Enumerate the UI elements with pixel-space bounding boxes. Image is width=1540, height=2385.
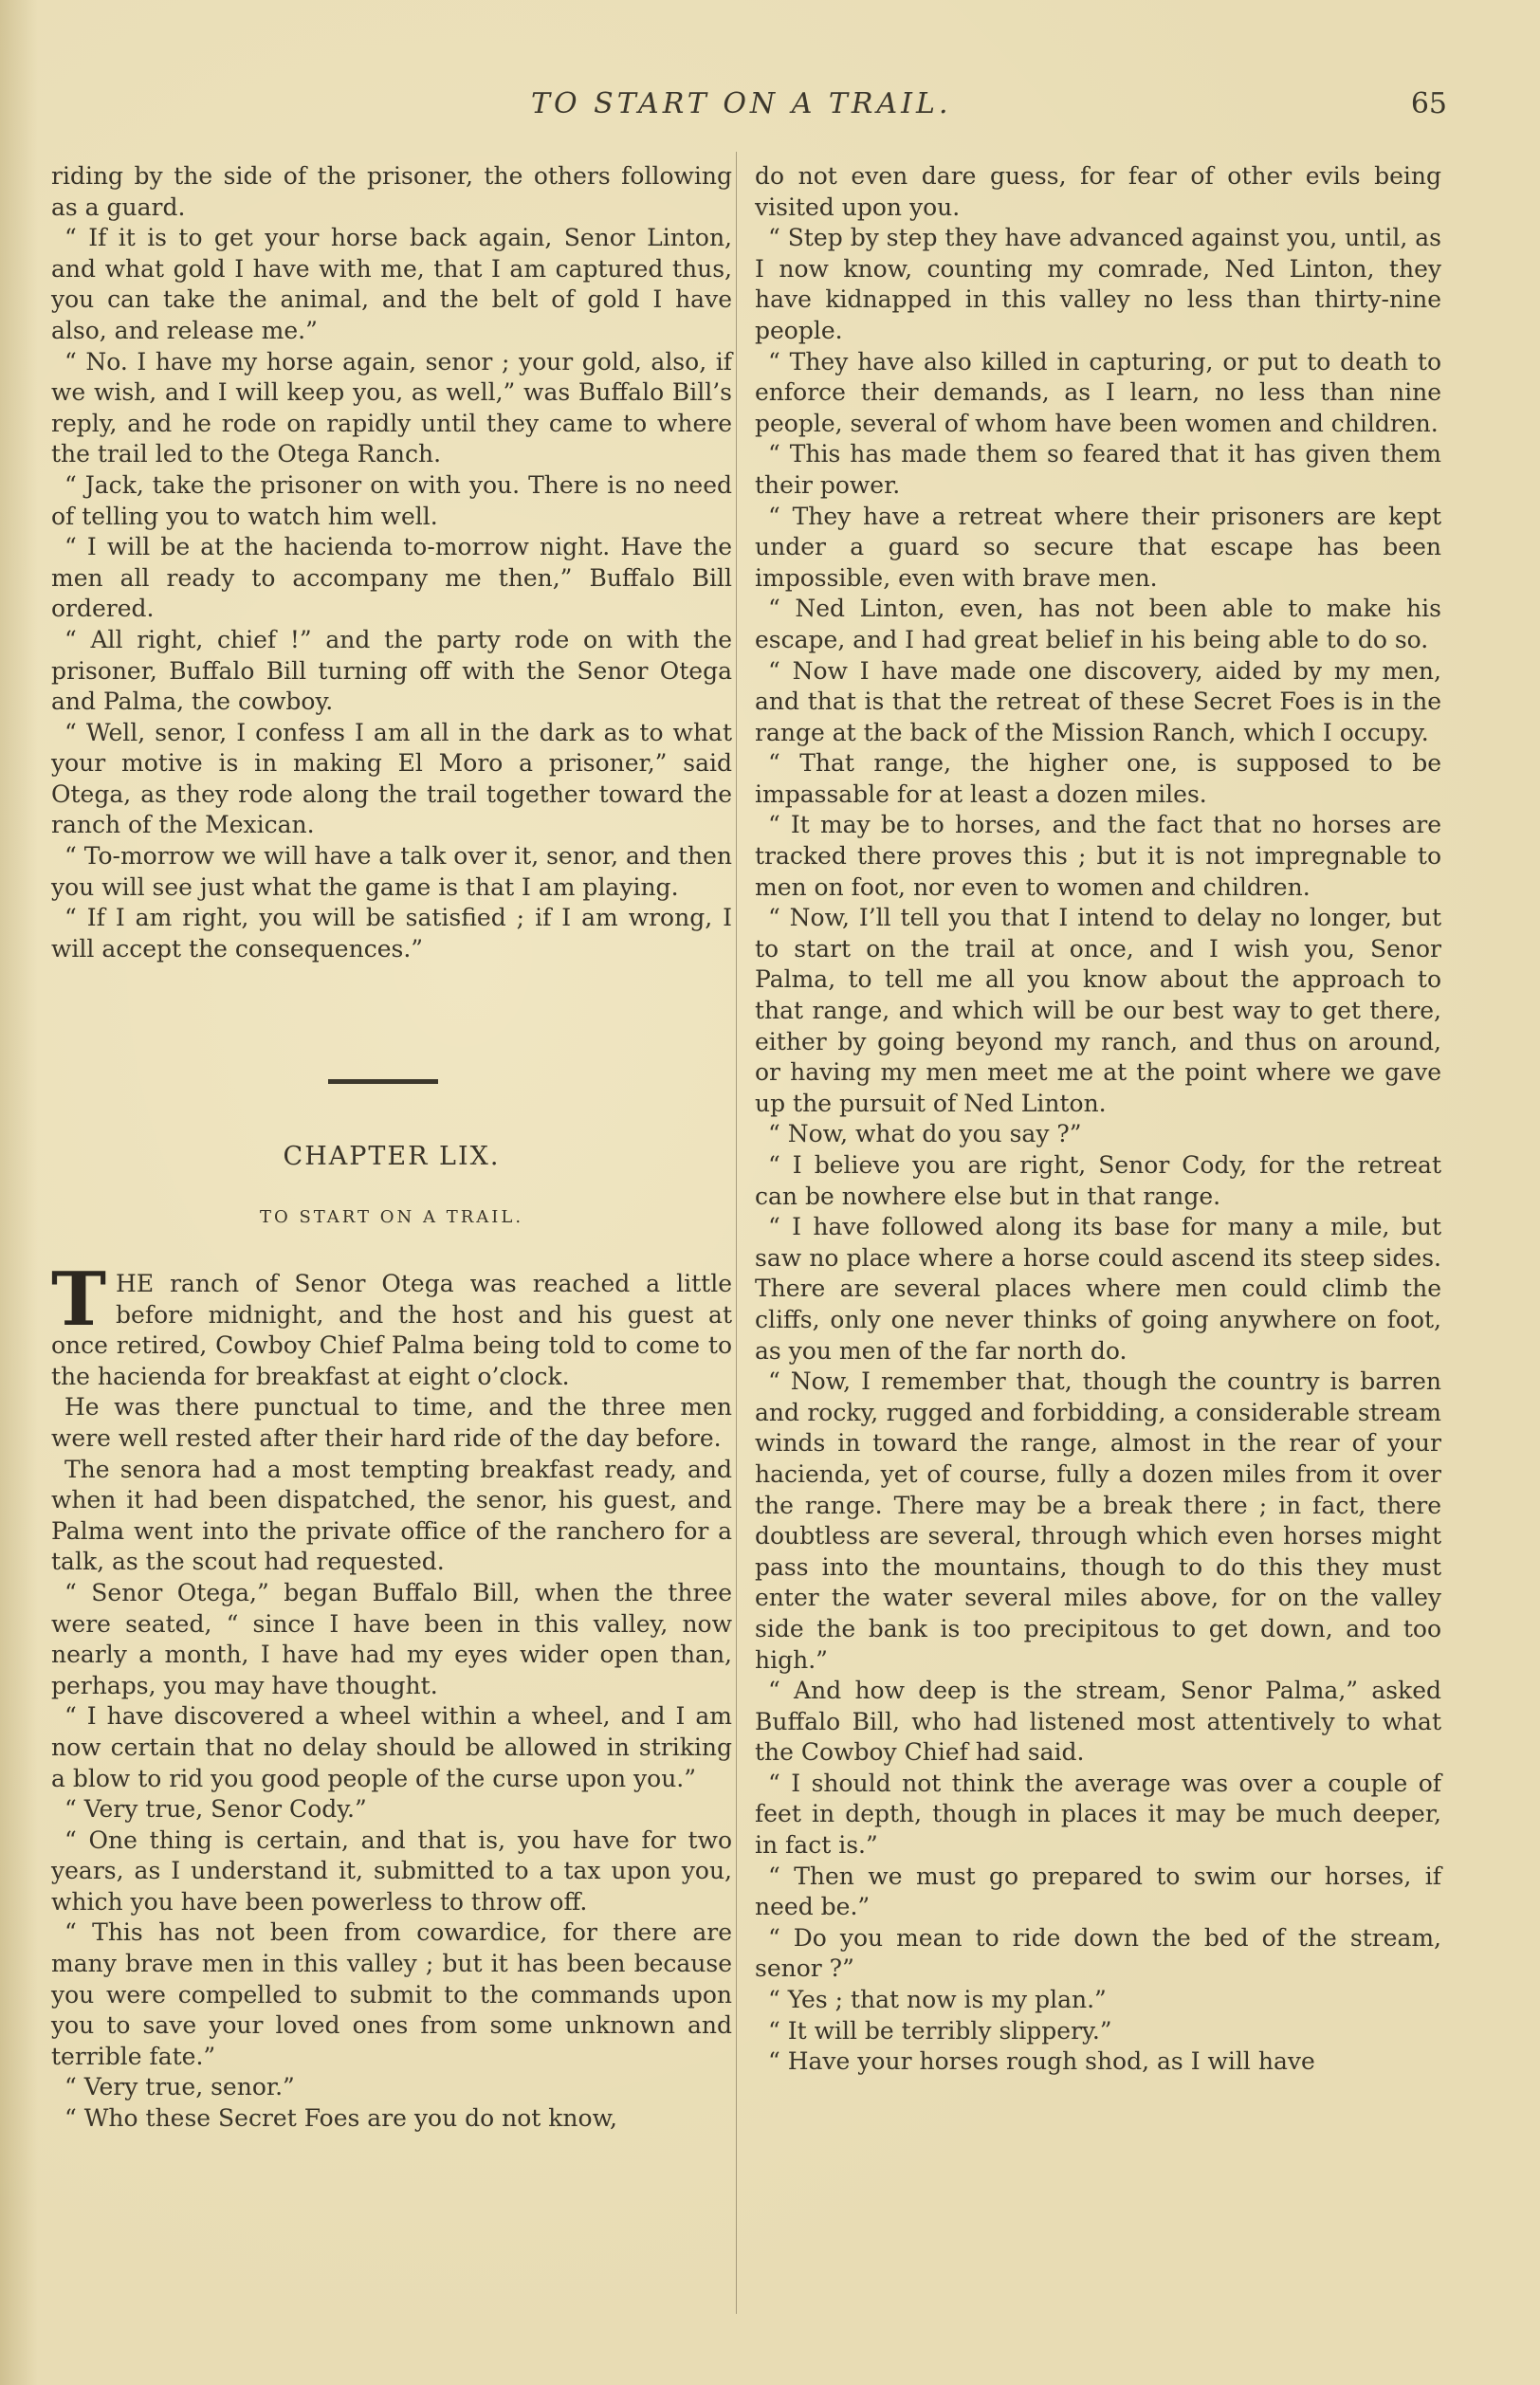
paragraph: “ They have a retreat where their prisoners are kept under a guard so secure that escape has been impossible, even with brave men. xyxy=(755,502,1441,592)
paragraph: “ One thing is certain, and that is, you have for two years, as I understand it, submitted to a tax upon you, which you have been powerless to throw off. xyxy=(51,1825,732,1916)
chapter-title: CHAPTER LIX. xyxy=(283,1142,501,1171)
paragraph: “ All right, chief !” and the party rode on with the prisoner, Buffalo Bill turning off with the Senor Otega and Palma, the cowboy. xyxy=(51,625,732,716)
paragraph: “ Now I have made one discovery, aided by my men, and that is that the retreat of these Secret Foes is in the range at the back of the Mission Ranch, which I occupy. xyxy=(755,656,1441,746)
paragraph: “ Do you mean to ride down the bed of the stream, senor ?” xyxy=(755,1923,1441,1983)
left-column-bottom xyxy=(51,1257,732,2135)
paragraph: “ Very true, senor.” xyxy=(64,2073,295,2101)
paragraph: “ Well, senor, I confess I am all in the dark as to what your motive is in making El Moro a prisoner,” said Otega, as they rode along the trail together toward the ranch of the Mexican. xyxy=(51,718,732,839)
column-divider xyxy=(736,152,737,2314)
paragraph: “ It may be to horses, and the fact that no horses are tracked there proves this ; but it is not impregnable to men on foot, nor even to women and children. xyxy=(755,811,1441,901)
running-head: TO START ON A TRAIL. xyxy=(531,87,952,120)
opening-text: HE ranch of Senor Otega was reached a little before midnight, and the host and his guest at once retired, Cowboy Chief Palma being told to come to the hacienda for breakfast at eight o’clock. xyxy=(51,1270,732,1390)
paragraph: “ Step by step they have advanced against you, until, as I now know, counting my comrade, Ned Linton, they have kidnapped in this valley no less than thirty-nine people. xyxy=(755,224,1441,344)
paragraph: “ It will be terribly slippery.” xyxy=(768,2016,1112,2045)
paragraph: “ Now, I’ll tell you that I intend to delay no longer, but to start on the trail at once, and I wish you, Senor Palma, to tell me all you know about the approach to that range, and which will be our best way to get there, either by going beyond my ranch, and thus on around, or having my men meet me at the point where we gave up the pursuit of Ned Linton. xyxy=(755,904,1441,1117)
paragraph: “ Yes ; that now is my plan.” xyxy=(768,1986,1107,2014)
paragraph: “ I should not think the average was over a couple of feet in depth, though in places it may be much deeper, in fact is.” xyxy=(755,1769,1441,1860)
paragraph: riding by the side of the prisoner, the others following as a guard. xyxy=(51,162,732,221)
paragraph: “ They have also killed in capturing, or put to death to enforce their demands, as I learn, no less than nine people, several of whom have been women and children. xyxy=(755,347,1441,437)
paragraph: “ Jack, take the prisoner on with you. There is no need of telling you to watch him well. xyxy=(51,470,732,530)
paragraph: “ No. I have my horse again, senor ; your gold, also, if we wish, and I will keep you, as well,” was Buffalo Bill’s reply, and he rode on rapidly until they came to where the trail led to the Otega Ranch. xyxy=(51,347,732,468)
section-separator xyxy=(328,1079,438,1084)
chapter-opening-paragraph xyxy=(51,1257,732,1392)
paragraph: “ This has not been from cowardice, for there are many brave men in this valley ; but it has been because you were compelled to submit to the commands upon you to save your loved ones from some unknown and terrible fate.” xyxy=(51,1918,732,2070)
paragraph: “ This has made them so feared that it has given them their power. xyxy=(755,440,1441,499)
paragraph: “ Now, I remember that, though the country is barren and rocky, rugged and forbidding, a considerable stream winds in toward the range, almost in the rear of your hacienda, yet of course, fully a dozen miles from it over the range. There may be a break there ; in fact, there doubtless are several, through which even horses might pass into the mountains, though to do this they must enter the water several miles above, for on the valley side the bank is too precipitous to get down, and too high.” xyxy=(755,1367,1441,1674)
paragraph: “ And how deep is the stream, Senor Palma,” asked Buffalo Bill, who had listened most attentively to what the Cowboy Chief had said. xyxy=(755,1677,1441,1767)
paragraph: “ Senor Otega,” began Buffalo Bill, when the three were seated, “ since I have been in this valley, now nearly a month, I have had my eyes wider open than, perhaps, you may have thought. xyxy=(51,1578,732,1699)
paragraph: “ I believe you are right, Senor Cody, for the retreat can be nowhere else but in that range. xyxy=(755,1151,1441,1210)
drop-cap: T xyxy=(51,1257,107,1343)
paragraph: “ That range, the higher one, is supposed to be impassable for at least a dozen miles. xyxy=(755,749,1441,808)
right-column xyxy=(755,161,1441,2078)
paragraph: The senora had a most tempting breakfast ready, and when it had been dispatched, the senor, his guest, and Palma went into the private office of the ranchero for a talk, as the scout had requested. xyxy=(51,1455,732,1576)
paragraph: “ Ned Linton, even, has not been able to make his escape, and I had great belief in his being able to do so. xyxy=(755,595,1441,653)
left-column-top xyxy=(51,161,732,964)
paragraph: “ Have your horses rough shod, as I will have xyxy=(768,2047,1315,2076)
paragraph: “ Very true, Senor Cody.” xyxy=(64,1795,367,1824)
paragraph: “ Who these Secret Foes are you do not know, xyxy=(64,2104,617,2133)
paragraph: “ I have discovered a wheel within a wheel, and I am now certain that no delay should be allowed in striking a blow to rid you good people of the curse upon you.” xyxy=(51,1702,732,1792)
paragraph: “ I will be at the hacienda to-morrow night. Have the men all ready to accompany me then,” Buffalo Bill ordered. xyxy=(51,533,732,623)
paragraph: “ If I am right, you will be satisfied ; if I am wrong, I will accept the consequences.” xyxy=(51,904,732,963)
paragraph: “ Then we must go prepared to swim our horses, if need be.” xyxy=(755,1862,1441,1921)
paragraph: “ To-morrow we will have a talk over it, senor, and then you will see just what the game is that I am playing. xyxy=(51,842,732,901)
paragraph: “ If it is to get your horse back again, Senor Linton, and what gold I have with me, that I am captured thus, you can take the animal, and the belt of gold I have also, and release me.” xyxy=(51,224,732,344)
paragraph: “ I have followed along its base for many a mile, but saw no place where a horse could ascend its steep sides. There are several places where men could climb the cliffs, only one never thinks of going anywhere on foot, as you men of the far north do. xyxy=(755,1213,1441,1365)
paragraph: “ Now, what do you say ?” xyxy=(768,1120,1082,1148)
paragraph: do not even dare guess, for fear of other evils being visited upon you. xyxy=(755,162,1441,221)
paragraph: He was there punctual to time, and the three men were well rested after their hard ride of the day before. xyxy=(51,1393,732,1452)
chapter-subtitle: TO START ON A TRAIL. xyxy=(259,1207,524,1227)
page-number: 65 xyxy=(1410,87,1447,120)
